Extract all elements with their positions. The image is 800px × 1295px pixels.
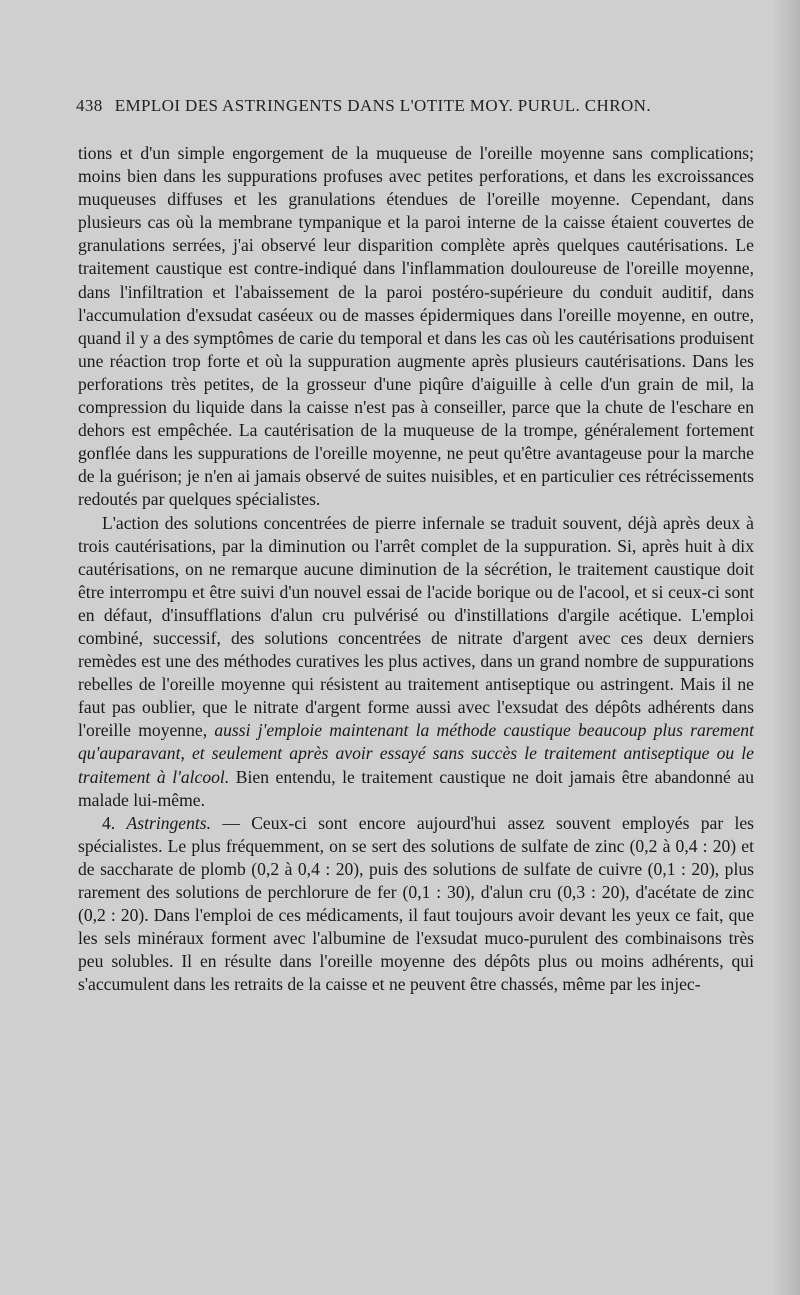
paragraph-3-lead: 4. (102, 812, 127, 833)
running-header (76, 96, 726, 116)
paragraph-2-italic: aussi j'emploie maintenant la méthode caustique beaucoup plus rarement qu'auparavant, et seulement après avoir essayé sans succès le traitement antiseptique ou le traitement à l'alcool. (78, 720, 754, 787)
paragraph-1-text: tions et d'un simple engorgement de la muqueuse de l'oreille moyenne sans complications; moins bien dans les suppurations profuses avec petites perforations, et dans les excroissances muqueuses diffuses et les granulations étendues de l'oreille moyenne. Cependant, dans plusieurs cas où la membrane tympanique et la paroi interne de la caisse étaient couvertes de granulations serrées, j'ai observé leur disparition complète après quelques cautérisations. Le traitement caustique est contre-indiqué dans l'inflammation douloureuse de l'oreille moyenne, dans l'infiltration et l'abaissement de la paroi postéro-supérieure du conduit auditif, dans l'accumulation d'exsudat caséeux ou de masses épidermiques dans l'oreille moyenne, en outre, quand il y a des symptômes de carie du temporal et dans les cas où les cautérisations produisent une réaction trop forte et où la suppuration augmente après plusieurs cautérisations. Dans les perforations très petites, de la grosseur d'une piqûre d'aiguille à celle d'un grain de mil, la compression du liquide dans la caisse n'est pas à conseiller, parce que la chute de l'eschare en dehors est empêchée. La cautérisation de la muqueuse de la trompe, généralement fortement gonflée dans les suppurations de l'oreille moyenne, ne peut qu'être avantageuse pour la marche de la guérison; je n'en ai jamais observé de suites nuisibles, et en particulier ces rétrécissements redoutés par quelques spécialistes. (78, 143, 754, 510)
paragraph-1 (78, 142, 754, 512)
paragraph-2-tail: Bien entendu, le traitement caustique ne doit jamais être abandonné au malade lui-même. (78, 766, 754, 810)
paragraph-2-text: L'action des solutions concentrées de pierre infernale se traduit souvent, déjà après deux à trois cautérisations, par la diminution ou l'arrêt complet de la suppuration. Si, après huit à dix cautérisations, on ne remarque aucune diminution de la sécrétion, le traitement caustique doit être interrompu et être suivi d'un nouvel essai de l'acide borique ou de l'acool, et si ceux-ci sont en défaut, d'insufflations d'alun cru pulvérisé ou d'instillations d'argile acétique. L'emploi combiné, successif, des solutions concentrées de nitrate d'argent avec ces deux derniers remèdes est une des méthodes curatives les plus actives, dans un grand nombre de suppurations rebelles de l'oreille moyenne qui résistent au traitement antiseptique ou astringent. Mais il ne faut pas oublier, que le nitrate d'argent forme aussi avec l'exsudat des dépôts adhérents dans l'oreille moyenne, (78, 512, 754, 741)
running-title: EMPLOI DES ASTRINGENTS DANS L'OTITE MOY. PURUL. CHRON. (114, 96, 651, 115)
page-number: 438 (76, 96, 103, 115)
paragraph-3-text: — Ceux-ci sont encore aujourd'hui assez souvent employés par les spécialistes. Le plus fréquemment, on se sert des solutions de sulfate de zinc (0,2 à 0,4 : 20) et de saccharate de plomb (0,2 à 0,4 : 20), puis des solutions de sulfate de cuivre (0,1 : 20), plus rarement des solutions de perchlorure de fer (0,1 : 30), d'alun cru (0,3 : 20), d'acétate de zinc (0,2 : 20). Dans l'emploi de ces médicaments, il faut toujours avoir devant les yeux ce fait, que les sels minéraux forment avec l'albumine de l'exsudat muco-purulent des combinaisons très peu solubles. Il en résulte dans l'oreille moyenne des dépôts plus ou moins adhérents, qui s'accumulent dans les retraits de la caisse et ne peuvent être chassés, même par les injec- (78, 812, 755, 995)
page-shadow (772, 0, 800, 1295)
paragraph-3 (78, 812, 754, 997)
paragraph-3-heading: Astringents. (126, 812, 212, 833)
paragraph-2 (78, 512, 754, 812)
body-text (78, 142, 754, 996)
